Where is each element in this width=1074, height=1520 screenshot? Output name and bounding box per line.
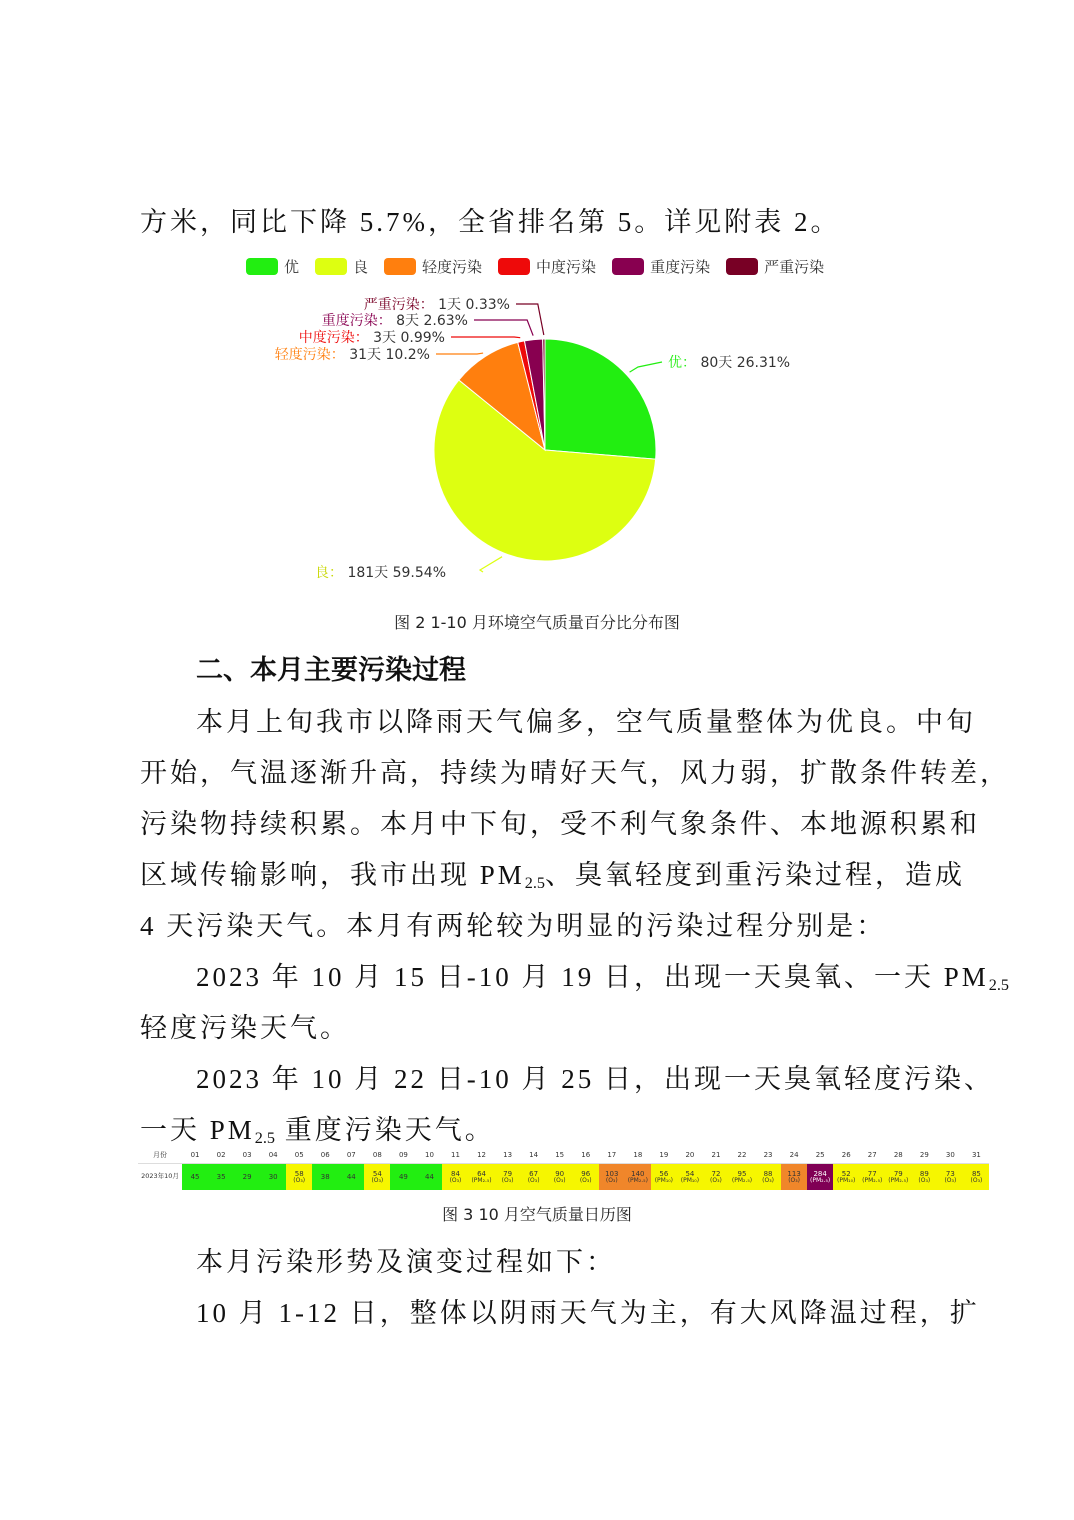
- calendar-day-header: 24: [781, 1148, 807, 1164]
- legend-label: 优: [284, 258, 300, 276]
- calendar-aqi-value: 54: [685, 1169, 695, 1178]
- calendar-day-cell: [729, 1164, 755, 1190]
- calendar-pollutant: (O₃): [944, 1176, 957, 1184]
- calendar-pollutant: (O₃): [527, 1176, 540, 1184]
- calendar-day-cell: [651, 1164, 677, 1190]
- calendar-aqi-value: 96: [581, 1169, 591, 1178]
- calendar-day-header: 02: [208, 1148, 234, 1164]
- legend-label: 严重污染: [764, 258, 825, 276]
- section-heading: 二、本月主要污染过程: [196, 655, 466, 686]
- pie-leader-line: [474, 320, 533, 336]
- calendar-aqi-value: 95: [737, 1169, 747, 1178]
- pie-leader-line: [480, 557, 502, 572]
- calendar-day-header: 04: [260, 1148, 286, 1164]
- calendar-pollutant: (O₃): [605, 1176, 618, 1184]
- calendar-pollutant: (O₃): [293, 1176, 306, 1184]
- calendar-day-header: 03: [234, 1148, 260, 1164]
- calendar-aqi-value: 73: [945, 1169, 955, 1178]
- calendar-day-header: 23: [755, 1148, 781, 1164]
- calendar-day-header: 06: [312, 1148, 338, 1164]
- calendar-aqi-value: 35: [216, 1172, 226, 1181]
- calendar-day-header: 05: [286, 1148, 312, 1164]
- p3-line2: [140, 1108, 940, 1148]
- p1-line4: [140, 853, 966, 893]
- calendar-day-header: 08: [364, 1148, 390, 1164]
- calendar-day-cell: [807, 1164, 833, 1190]
- calendar-day-cell: [495, 1164, 521, 1190]
- calendar-day-cell: [312, 1164, 338, 1190]
- calendar-pollutant: (O₃): [710, 1176, 722, 1184]
- figure3-caption: 图 3 10 月空气质量日历图: [442, 1205, 632, 1224]
- calendar-day-cell: [885, 1164, 911, 1190]
- legend-label: 中度污染: [536, 258, 597, 276]
- calendar-day-cell: [286, 1164, 312, 1190]
- calendar-aqi-value: 56: [659, 1169, 669, 1178]
- calendar-header-row: [138, 1148, 994, 1164]
- calendar-day-cell: [182, 1164, 208, 1190]
- p3-line2-rest: 重度污染天气。: [275, 1115, 495, 1145]
- calendar-day-header: 28: [885, 1148, 911, 1164]
- calendar-aqi-value: 77: [867, 1169, 877, 1178]
- legend-swatch: [315, 258, 347, 275]
- legend-swatch: [612, 258, 644, 275]
- calendar-pollutant: (O₃): [579, 1176, 592, 1184]
- calendar-day-cell: [416, 1164, 442, 1190]
- calendar-day-header: 20: [677, 1148, 703, 1164]
- calendar-day-header: 07: [338, 1148, 364, 1164]
- calendar-aqi-value: 79: [503, 1169, 513, 1178]
- calendar-day-cell: [547, 1164, 573, 1190]
- calendar-aqi-value: 38: [320, 1172, 330, 1181]
- p3-line1: 2023 年 10 月 22 日-10 月 25 日，出现一天臭氧轻度污染、: [196, 1064, 994, 1094]
- p1-line3: 污染物持续积累。本月中下旬，受不利气象条件、本地源积累和: [140, 809, 980, 839]
- legend-item[interactable]: [726, 256, 824, 277]
- calendar-day-header: 17: [599, 1148, 625, 1164]
- calendar-pollutant: (O₃): [970, 1176, 983, 1184]
- calendar-header-label: 月份: [138, 1148, 182, 1164]
- legend-swatch: [726, 258, 758, 275]
- pm25-subscript: 2.5: [524, 874, 546, 893]
- calendar-day-header: 21: [703, 1148, 729, 1164]
- pie-data-label: 轻度污染： 31天 10.2%: [274, 347, 430, 363]
- calendar-day-header: 27: [859, 1148, 885, 1164]
- pie-data-label: 重度污染： 8天 2.63%: [321, 313, 468, 329]
- calendar-pollutant: (O₃): [371, 1176, 384, 1184]
- legend-label: 轻度污染: [422, 258, 483, 276]
- pie-leader-line: [436, 353, 483, 354]
- legend-item[interactable]: [498, 256, 596, 277]
- calendar-day-header: 14: [521, 1148, 547, 1164]
- calendar-aqi-value: 103: [605, 1169, 619, 1178]
- calendar-day-header: 01: [182, 1148, 208, 1164]
- pie-data-label: 严重污染： 1天 0.33%: [363, 297, 510, 313]
- figure2-caption: 图 2 1-10 月环境空气质量百分比分布图: [394, 613, 680, 632]
- calendar-day-cell: [469, 1164, 495, 1190]
- calendar-aqi-value: 284: [813, 1169, 827, 1178]
- calendar-day-cell: [625, 1164, 651, 1190]
- calendar-pollutant: (O₃): [762, 1176, 774, 1184]
- calendar-day-cell: [338, 1164, 364, 1190]
- chart-legend: [246, 256, 824, 277]
- pie-data-label: 良： 181天 59.54%: [315, 565, 447, 581]
- calendar-aqi-value: 84: [451, 1169, 460, 1178]
- legend-item[interactable]: [384, 256, 482, 277]
- pie-slice[interactable]: [545, 339, 656, 459]
- calendar-day-header: 31: [963, 1148, 989, 1164]
- legend-label: 良: [353, 258, 369, 276]
- calendar-day-header: 11: [442, 1148, 468, 1164]
- calendar-day-header: 30: [937, 1148, 963, 1164]
- calendar-day-header: 18: [625, 1148, 651, 1164]
- calendar-day-cell: [833, 1164, 859, 1190]
- calendar-aqi-value: 29: [242, 1172, 252, 1181]
- p2-line1: [196, 955, 1009, 995]
- p5: 10 月 1-12 日，整体以阴雨天气为主，有大风降温过程，扩: [196, 1298, 980, 1328]
- calendar-pollutant: (O₃): [449, 1176, 462, 1184]
- calendar-aqi-value: 44: [346, 1172, 356, 1181]
- calendar-day-header: 25: [807, 1148, 833, 1164]
- calendar-aqi-value: 85: [971, 1169, 981, 1178]
- paragraph-top: 方米，同比下降 5.7%，全省排名第 5。详见附表 2。: [140, 207, 841, 237]
- calendar-day-header: 29: [911, 1148, 937, 1164]
- calendar-day-header: 26: [833, 1148, 859, 1164]
- calendar-pollutant: (O₃): [553, 1176, 566, 1184]
- calendar-day-cell: [599, 1164, 625, 1190]
- calendar-pollutant: (PM₂.₅): [627, 1176, 648, 1184]
- calendar-pollutant: (PM₂.₅): [888, 1176, 909, 1184]
- pie-data-label: 优： 80天 26.31%: [668, 355, 791, 371]
- legend-item[interactable]: [612, 256, 710, 277]
- pie-chart: [240, 285, 840, 585]
- legend-swatch: [246, 258, 278, 275]
- air-quality-calendar: [138, 1148, 994, 1190]
- calendar-pollutant: (PM₁₀): [837, 1176, 856, 1184]
- calendar-day-cell: [937, 1164, 963, 1190]
- calendar-aqi-value: 140: [631, 1169, 645, 1178]
- calendar-aqi-value: 49: [398, 1172, 408, 1181]
- calendar-day-cell: [208, 1164, 234, 1190]
- p2-line2: 轻度污染天气。: [140, 1013, 350, 1043]
- calendar-pollutant: (O₃): [918, 1176, 931, 1184]
- p2-line1-text: 2023 年 10 月 15 日-10 月 19 日，出现一天臭氧、一天 PM: [196, 962, 989, 992]
- calendar-aqi-value: 67: [529, 1169, 539, 1178]
- pie-leader-line: [451, 337, 520, 338]
- calendar-day-cell: [573, 1164, 599, 1190]
- calendar-day-cell: [364, 1164, 390, 1190]
- calendar-aqi-value: 88: [763, 1169, 773, 1178]
- calendar-day-cell: [677, 1164, 703, 1190]
- legend-item[interactable]: [315, 256, 368, 277]
- calendar-aqi-value: 64: [477, 1169, 486, 1178]
- calendar-aqi-value: 79: [893, 1169, 903, 1178]
- calendar-aqi-value: 58: [294, 1169, 304, 1178]
- calendar-day-cell: [703, 1164, 729, 1190]
- calendar-aqi-value: 113: [787, 1169, 801, 1178]
- calendar-pollutant: (PM₂.₅): [862, 1176, 883, 1184]
- calendar-day-cell: [755, 1164, 781, 1190]
- calendar-day-header: 19: [651, 1148, 677, 1164]
- calendar-day-cell: [260, 1164, 286, 1190]
- pm25-subscript: 2.5: [254, 1129, 276, 1148]
- calendar-day-header: 15: [547, 1148, 573, 1164]
- calendar-day-header: 13: [495, 1148, 521, 1164]
- p1-line5: 4 天污染天气。本月有两轮较为明显的污染过程分别是：: [140, 911, 887, 941]
- calendar-day-cell: [390, 1164, 416, 1190]
- calendar-aqi-value: 90: [555, 1169, 565, 1178]
- calendar-aqi-value: 44: [424, 1172, 434, 1181]
- calendar-aqi-value: 45: [190, 1172, 200, 1181]
- calendar-day-header: 09: [390, 1148, 416, 1164]
- calendar-aqi-value: 89: [919, 1169, 929, 1178]
- legend-item[interactable]: [246, 256, 299, 277]
- calendar-pollutant: (PM₁₀): [680, 1176, 700, 1184]
- calendar-day-cell: [859, 1164, 885, 1190]
- calendar-day-cell: [442, 1164, 468, 1190]
- calendar-pollutant: (PM₁₀): [654, 1176, 674, 1184]
- legend-label: 重度污染: [650, 258, 711, 276]
- legend-swatch: [498, 258, 530, 275]
- calendar-aqi-value: 54: [372, 1169, 382, 1178]
- calendar-aqi-value: 72: [711, 1169, 721, 1178]
- calendar-pollutant: (PM₂.₅): [731, 1176, 753, 1184]
- calendar-pollutant: (PM₂.₅): [471, 1176, 492, 1184]
- calendar-day-cell: [781, 1164, 807, 1190]
- legend-swatch: [384, 258, 416, 275]
- calendar-day-header: 16: [573, 1148, 599, 1164]
- p1-line4-rest: 、臭氧轻度到重污染过程，造成: [545, 860, 966, 890]
- calendar-data-row: [138, 1164, 994, 1190]
- calendar-day-cell: [234, 1164, 260, 1190]
- calendar-day-header: 10: [416, 1148, 442, 1164]
- pie-leader-line: [630, 362, 662, 372]
- calendar-day-cell: [911, 1164, 937, 1190]
- calendar-day-header: 22: [729, 1148, 755, 1164]
- calendar-day-cell: [963, 1164, 989, 1190]
- calendar-aqi-value: 30: [268, 1172, 278, 1181]
- pm25-subscript: 2.5: [988, 976, 1009, 995]
- p4: 本月污染形势及演变过程如下：: [196, 1247, 616, 1277]
- pie-data-label: 中度污染： 3天 0.99%: [298, 330, 445, 346]
- calendar-pollutant: (PM₂.₅): [810, 1176, 831, 1184]
- p3-line2-text: 一天 PM: [140, 1115, 255, 1145]
- calendar-aqi-value: 52: [841, 1169, 851, 1178]
- calendar-day-cell: [521, 1164, 547, 1190]
- p1-line1: 本月上旬我市以降雨天气偏多，空气质量整体为优良。中旬: [196, 707, 976, 737]
- p1-line4-text: 区域传输影响，我市出现 PM: [140, 860, 525, 890]
- calendar-pollutant: (O₃): [788, 1176, 800, 1184]
- calendar-day-header: 12: [469, 1148, 495, 1164]
- calendar-pollutant: (O₃): [501, 1176, 514, 1184]
- p1-line2: 开始，气温逐渐升高，持续为晴好天气，风力弱，扩散条件转差，: [140, 758, 1010, 788]
- calendar-row-label: 2023年10月: [138, 1164, 182, 1190]
